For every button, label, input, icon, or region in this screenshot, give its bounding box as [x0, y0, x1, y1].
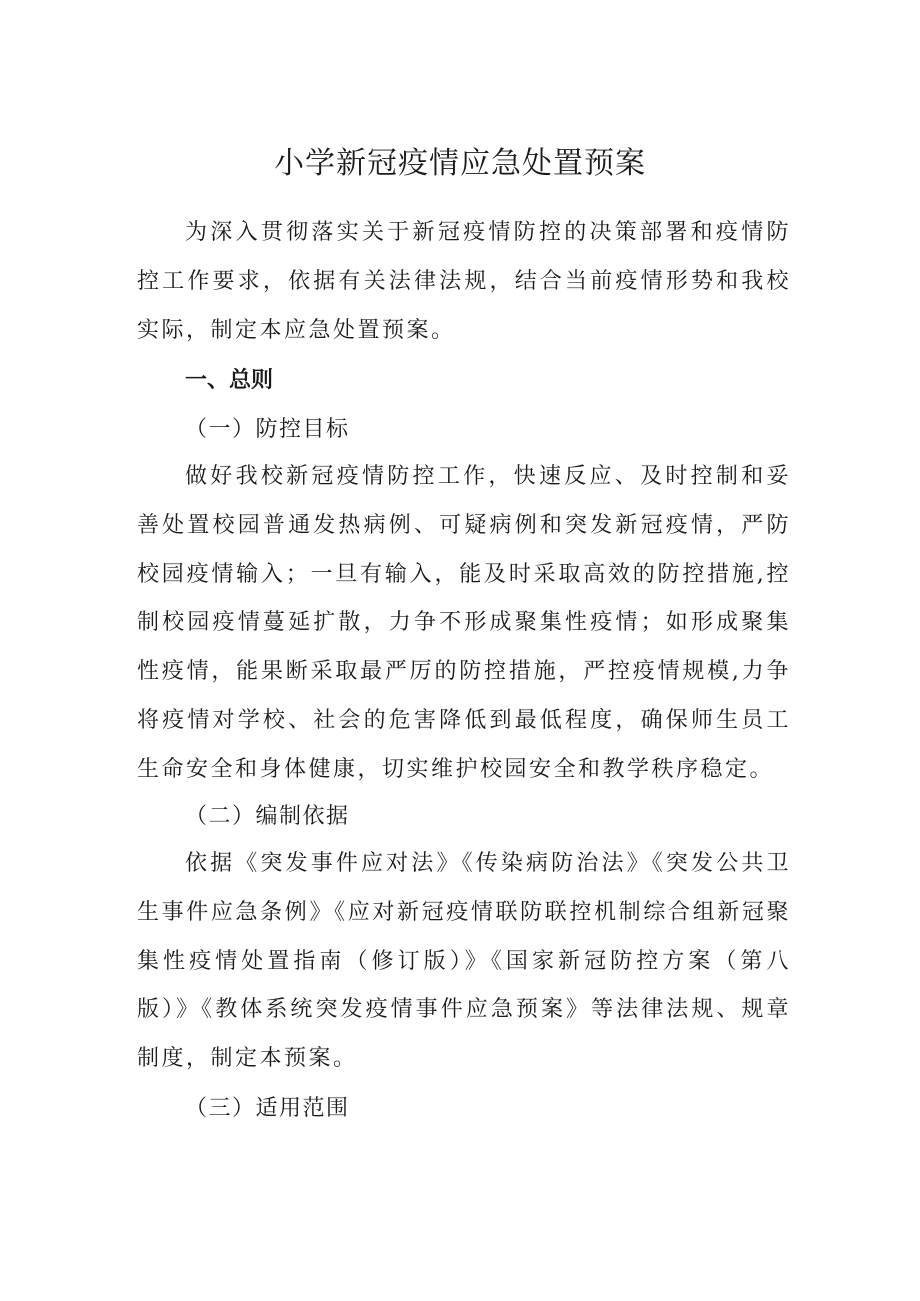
intro-paragraph: 为深入贯彻落实关于新冠疫情防控的决策部署和疫情防控工作要求，依据有关法律法规，结合当前疫情形势和我校实际，制定本应急处置预案。 — [137, 220, 791, 343]
subsection-heading-scope: （三）适用范围 — [185, 1096, 350, 1121]
section-heading-general: 一、总则 — [185, 368, 274, 393]
document-title: 小学新冠疫情应急处置预案 — [274, 146, 646, 181]
subsection-heading-basis: （二）编制依据 — [185, 804, 350, 829]
basis-paragraph: 依据《突发事件应对法》《传染病防治法》《突发公共卫生事件应急条例》《应对新冠疫情联防联控机制综合组新冠聚集性疫情处置指南（修订版）》《国家新冠防控方案（第八版）》《教体系统突发疫情事件应急预案》等法律法规、规章制度，制定本预案。 — [137, 851, 791, 1072]
goals-paragraph: 做好我校新冠疫情防控工作，快速反应、及时控制和妥善处置校园普通发热病例、可疑病例和突发新冠疫情，严防校园疫情输入；一旦有输入，能及时采取高效的防控措施,控制校园疫情蔓延扩散，力争不形成聚集性疫情；如形成聚集性疫情，能果断采取最严厉的防控措施，严控疫情规模,力争将疫情对学校、社会的危害降低到最低程度，确保师生员工生命安全和身体健康，切实维护校园安全和教学秩序稳定。 — [137, 464, 791, 782]
subsection-heading-goals: （一）防控目标 — [185, 417, 350, 442]
